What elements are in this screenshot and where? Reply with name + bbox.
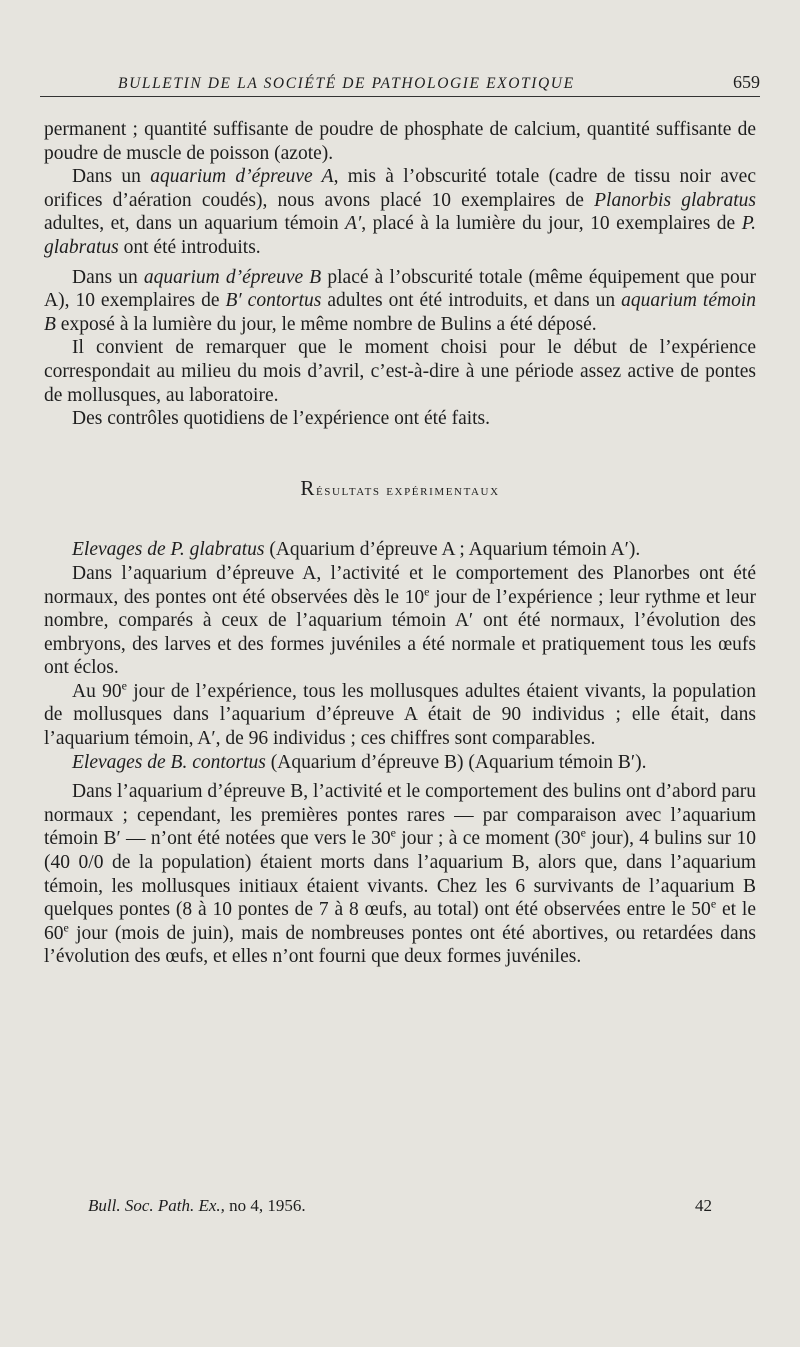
page-footer — [44, 1196, 756, 1216]
journal-citation: Bull. Soc. Path. Ex., no 4, 1956. — [88, 1196, 306, 1215]
header-rule — [40, 96, 760, 97]
running-title: BULLETIN DE LA SOCIÉTÉ DE PATHOLOGIE EXOTIQUE — [118, 75, 575, 92]
paragraph: Dans l’aquarium d’épreuve A, l’activité et le comportement des Planorbes ont été normaux, des pontes ont été observées dès le 10e jour de l’expérience ; leur rythme et leur nombre, comparés à ceux de l’aquarium témoin A′ ont été normaux, l’évolution des embryons, des larves et des formes juvéniles a été normale et pratiquement tous les œufs ont éclos. — [44, 562, 756, 679]
running-header — [40, 72, 760, 93]
paragraph: permanent ; quantité suffisante de poudre de phosphate de calcium, quantité suffisante de poudre de muscle de poisson (azote). — [44, 119, 756, 164]
article-body — [44, 118, 756, 969]
paragraph: Dans l’aquarium d’épreuve B, l’activité et le comportement des bulins ont d’abord paru normaux ; cependant, les premières pontes rares — par comparaison avec l’aquarium témoin B′ — n’ont été notées que vers le 30e jour ; à ce moment (30e jour), 4 bulins sur 10 (40 0/0 de la population) étaient morts dans l’aquarium B, alors que, dans l’aquarium témoin, les mollusques initiaux étaient vivants. Chez les 6 survivants de l’aquarium B quelques pontes (8 à 10 pontes de 7 à 8 œufs, au total) ont été observées entre le 50e et le 60e jour (mois de juin), mais de nombreuses pontes ont été abortives, ou retardées dans l’évolution des œufs, et elles n’ont fourni que deux formes juvéniles. — [44, 781, 756, 968]
subsection-heading: Elevages de B. contortus (Aquarium d’épreuve B) (Aquarium témoin B′). — [72, 751, 647, 773]
section-title: Résultats expérimentaux — [300, 475, 500, 500]
signature-mark: 42 — [695, 1196, 712, 1215]
paragraph: Au 90e jour de l’expérience, tous les mollusques adultes étaient vivants, la population de mollusques dans l’aquarium d’épreuve A était de 90 individus ; elle était, dans l’aquarium témoin, A′, de 96 individus ; ces chiffres sont comparables. — [44, 678, 756, 750]
paragraph: Il convient de remarquer que le moment choisi pour le début de l’expérience correspondait au milieu du mois d’avril, c’est-à-dire à une période assez active de pontes de mollusques, au laboratoire. — [44, 337, 756, 406]
paragraph: Dans un aquarium d’épreuve A, mis à l’obscurité totale (cadre de tissu noir avec orifices d’aération coudés), nous avons placé 10 exemplaires de Planorbis glabratus adultes, et, dans un aquarium témoin A′, placé à la lumière du jour, 10 exemplaires de P. glabratus ont été introduits. — [44, 166, 756, 258]
paragraph: Dans un aquarium d’épreuve B placé à l’obscurité totale (même équipement que pour A), 10 exemplaires de B′ contortus adultes ont été introduits, et dans un aquarium témoin B exposé à la lumière du jour, le même nombre de Bulins a été déposé. — [44, 266, 757, 335]
page-number: 659 — [733, 72, 760, 92]
subsection-heading: Elevages de P. glabratus (Aquarium d’épreuve A ; Aquarium témoin A′). — [72, 539, 641, 561]
paragraph: Des contrôles quotidiens de l’expérience ont été faits. — [72, 408, 491, 430]
